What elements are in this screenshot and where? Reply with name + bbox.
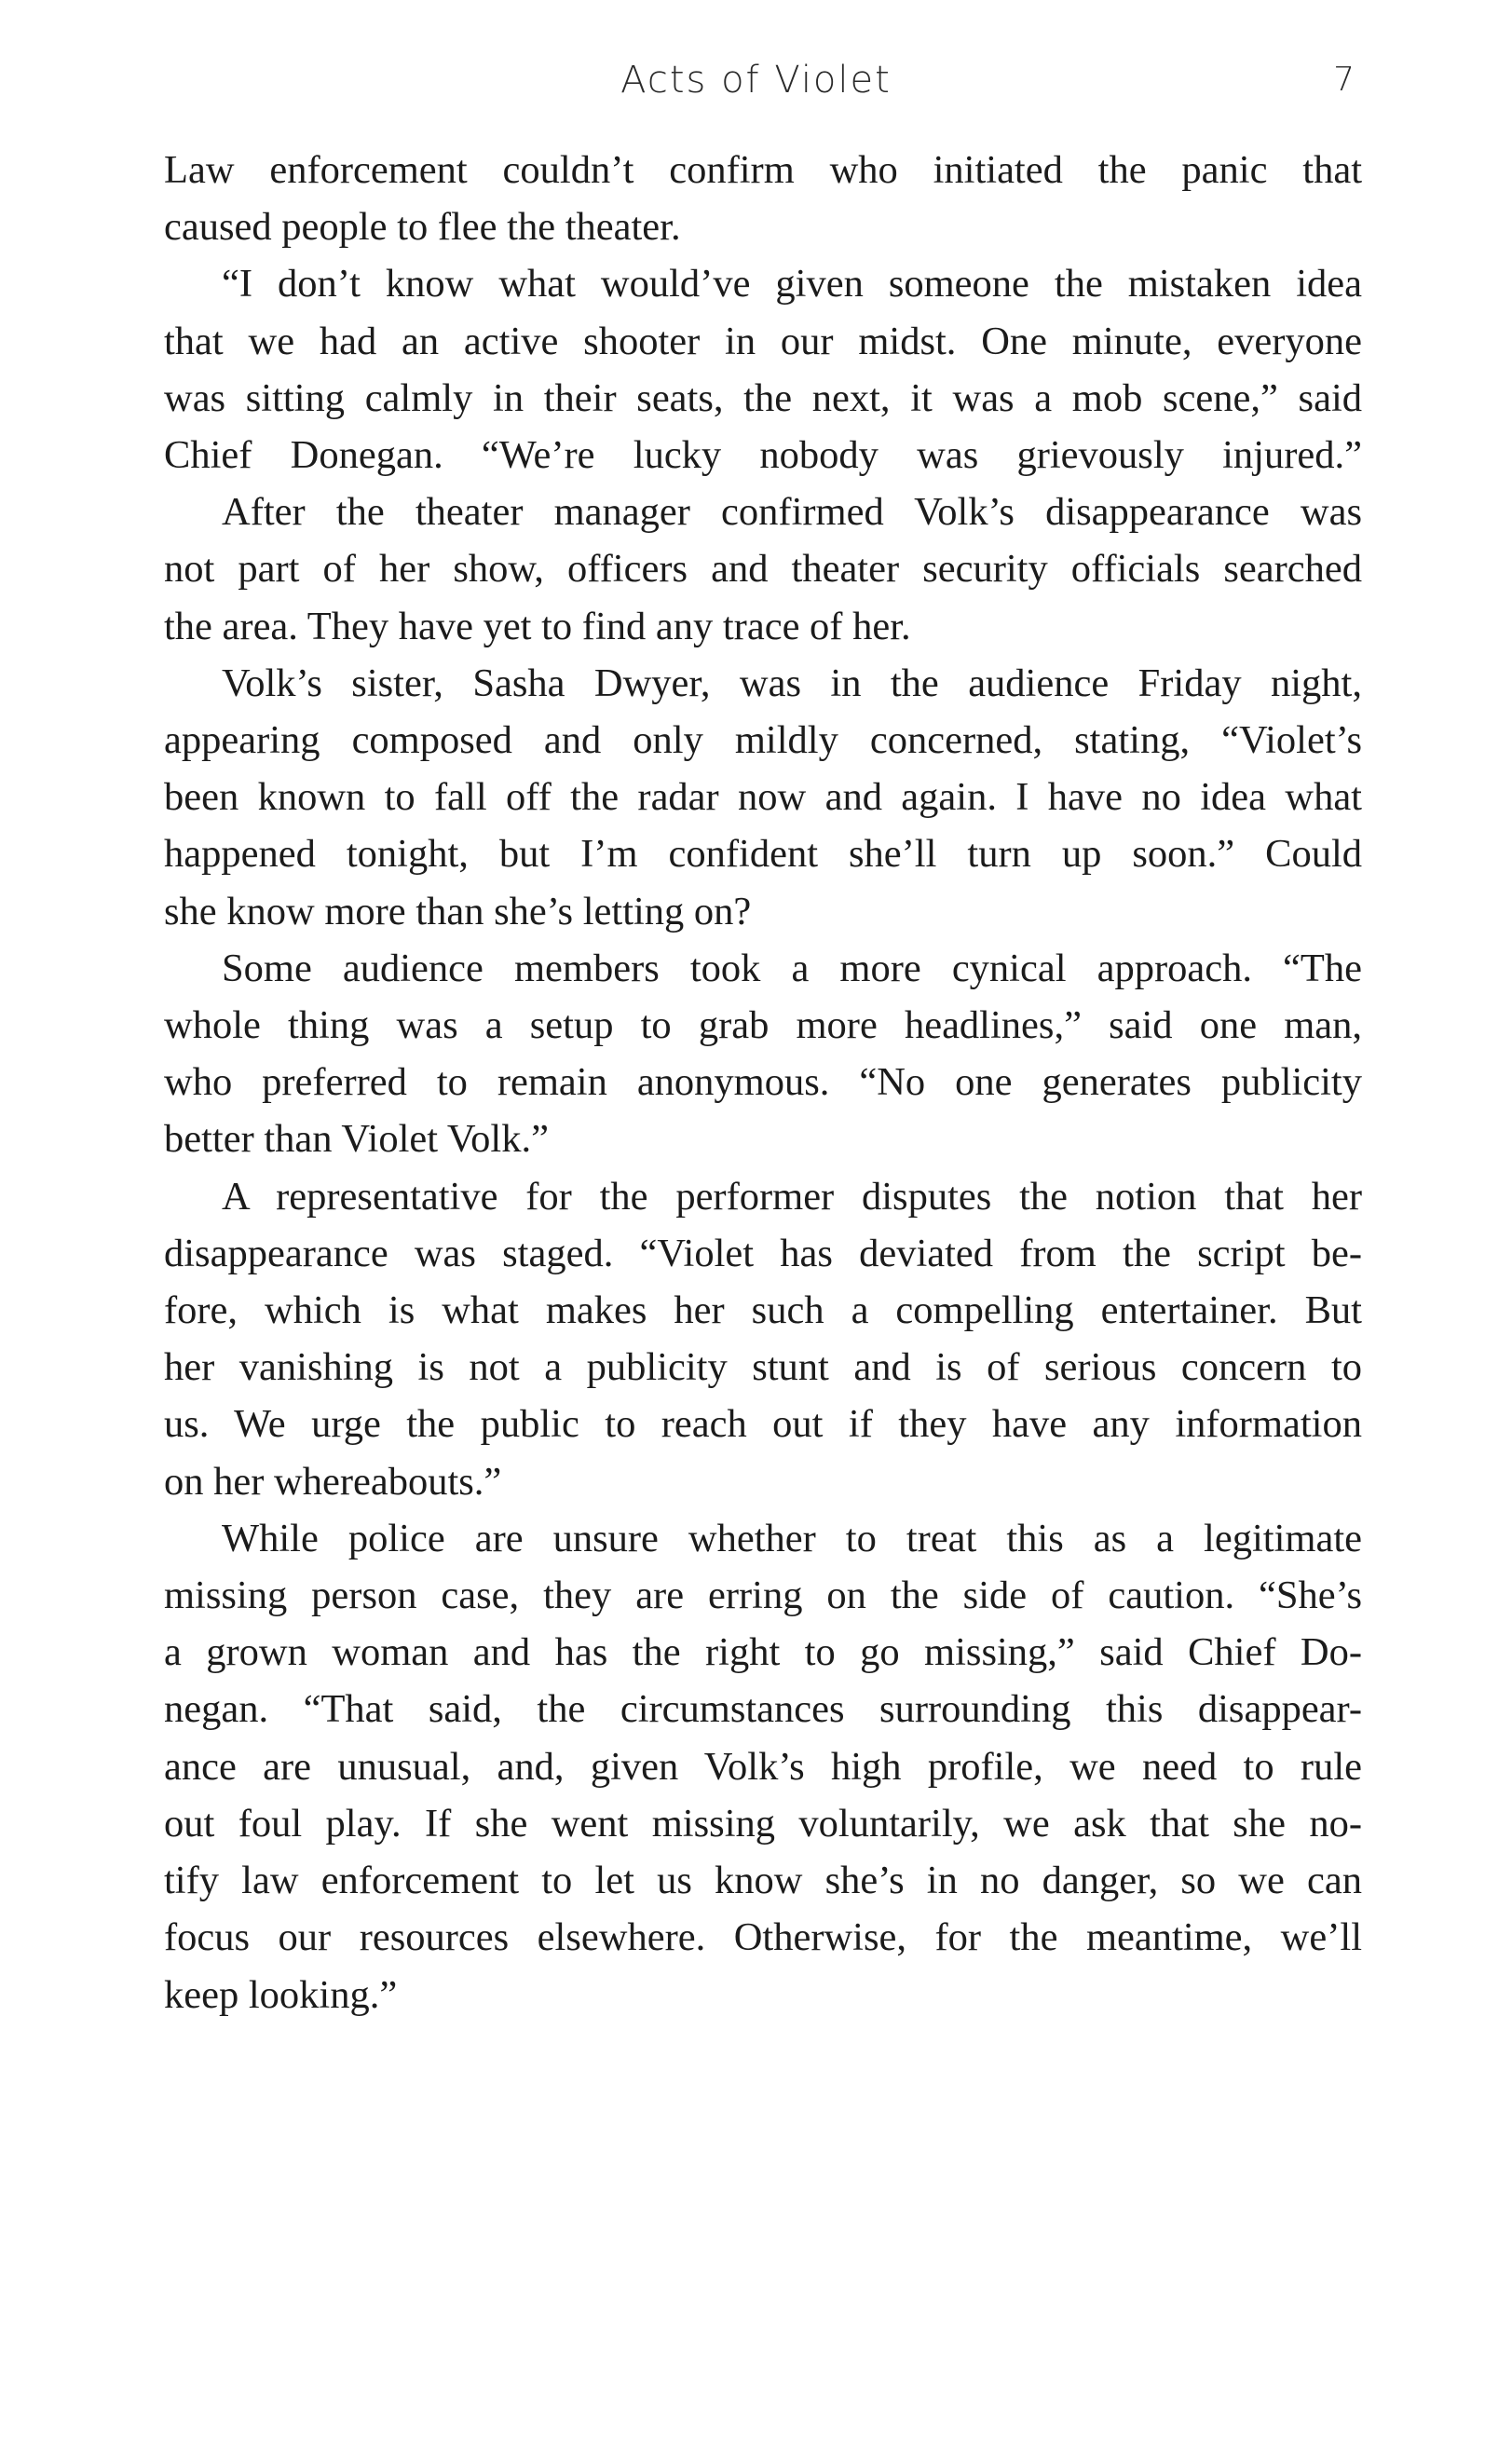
text-line: better than Violet Volk.” — [164, 1117, 549, 1162]
text-line: not part of her show, officers and theater security officials searched — [164, 547, 1362, 592]
text-line: disappearance was staged. “Violet has deviated from the script be- — [164, 1231, 1362, 1275]
body-text — [164, 142, 1362, 2023]
running-title: Acts of Violet — [620, 59, 892, 102]
text-line: on her whereabouts.” — [164, 1459, 502, 1504]
text-line: fore, which is what makes her such a compelling entertainer. But — [164, 1288, 1362, 1333]
text-line: that we had an active shooter in our midst. One minute, everyone — [164, 319, 1362, 363]
text-line: whole thing was a setup to grab more headlines,” said one man, — [164, 1003, 1362, 1048]
text-line: ance are unusual, and, given Volk’s high profile, we need to rule — [164, 1744, 1362, 1789]
text-line: A representative for the performer disputes the notion that her — [222, 1174, 1362, 1219]
text-line: she know more than she’s letting on? — [164, 889, 752, 933]
text-line: After the theater manager confirmed Volk’s disappearance was — [222, 490, 1362, 535]
text-line: tify law enforcement to let us know she’s in no danger, so we can — [164, 1859, 1362, 1903]
text-line: caused people to flee the theater. — [164, 205, 681, 250]
text-line: appearing composed and only mildly concerned, stating, “Violet’s — [164, 718, 1362, 763]
paragraph — [164, 655, 1362, 940]
paragraph — [164, 255, 1362, 484]
paragraph — [164, 1168, 1362, 1510]
running-head — [0, 54, 1512, 106]
text-line: Some audience members took a more cynical approach. “The — [222, 946, 1362, 990]
text-line: Volk’s sister, Sasha Dwyer, was in the audience Friday night, — [222, 661, 1362, 705]
text-line: negan. “That said, the circumstances surrounding this disappear- — [164, 1687, 1362, 1732]
paragraph — [164, 1510, 1362, 2023]
paragraph — [164, 142, 1362, 255]
text-line: her vanishing is not a publicity stunt and is of serious concern to — [164, 1345, 1362, 1390]
text-line: “I don’t know what would’ve given someone the mistaken idea — [222, 262, 1362, 306]
paragraph — [164, 484, 1362, 655]
text-line: happened tonight, but I’m confident she’ll turn up soon.” Could — [164, 832, 1362, 877]
text-line: While police are unsure whether to treat this as a legitimate — [222, 1516, 1362, 1560]
text-line: Chief Donegan. “We’re lucky nobody was grievously injured.” — [164, 433, 1362, 478]
text-line: Law enforcement couldn’t confirm who initiated the panic that — [164, 148, 1362, 192]
text-line: a grown woman and has the right to go missing,” said Chief Do- — [164, 1630, 1362, 1675]
text-line: was sitting calmly in their seats, the next, it was a mob scene,” said — [164, 375, 1362, 420]
text-line: been known to fall off the radar now and again. I have no idea what — [164, 775, 1362, 820]
paragraph — [164, 940, 1362, 1168]
page-number: 7 — [1333, 61, 1355, 99]
text-line: out foul play. If she went missing voluntarily, we ask that she no- — [164, 1801, 1362, 1846]
text-line: focus our resources elsewhere. Otherwise, for the meantime, we’ll — [164, 1915, 1362, 1960]
text-line: keep looking.” — [164, 1972, 398, 2017]
text-line: missing person case, they are erring on the side of caution. “She’s — [164, 1573, 1362, 1618]
text-line: us. We urge the public to reach out if they have any information — [164, 1402, 1362, 1447]
text-line: who preferred to remain anonymous. “No one generates publicity — [164, 1060, 1362, 1105]
text-line: the area. They have yet to find any trace of her. — [164, 604, 911, 648]
